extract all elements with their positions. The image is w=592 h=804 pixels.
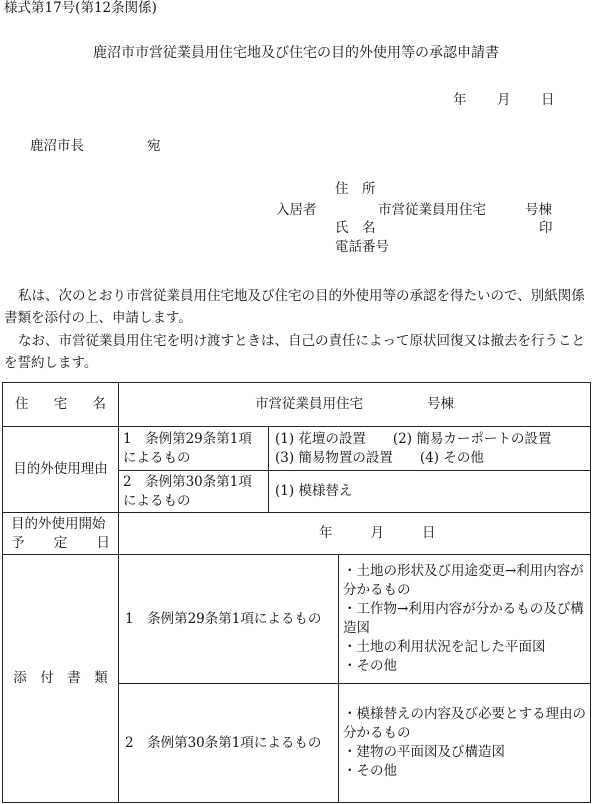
housing-value: 市営従業員用住宅 bbox=[255, 396, 363, 412]
attach2-items-cell bbox=[339, 684, 591, 803]
housing-label-cell: 住 宅 名 bbox=[3, 383, 119, 427]
attach1-label: 1 条例第29条第1項によるもの bbox=[119, 555, 339, 684]
applicant-building: 号棟 bbox=[525, 202, 552, 218]
start-label-line1: 目的外使用開始 bbox=[11, 515, 106, 532]
attach2-list bbox=[339, 705, 590, 781]
form-number: 様式第17号(第12条関係) bbox=[4, 0, 157, 16]
list-item: ・その他 bbox=[343, 763, 397, 779]
date-day: 日 bbox=[541, 92, 555, 108]
start-date-cell bbox=[119, 513, 591, 555]
start-day: 日 bbox=[422, 525, 436, 541]
start-year: 年 bbox=[319, 525, 333, 541]
attach1-list bbox=[339, 562, 590, 676]
purpose-label: 目的外使用理由 bbox=[3, 427, 119, 513]
list-item: ・建物の平面図及び構造図 bbox=[343, 744, 505, 760]
reason2-label: 2 条例第30条第1項によるもの bbox=[119, 471, 269, 513]
document-title: 鹿沼市市営従業員用住宅地及び住宅の目的外使用等の承認申請書 bbox=[93, 45, 499, 61]
list-item: ・工作物→利用内容が分かるもの及び構造図 bbox=[343, 601, 584, 636]
start-label-line2: 予 定 日 bbox=[11, 534, 110, 551]
housing-value-cell bbox=[119, 383, 591, 427]
body-paragraph-1: 私は、次のとおり市営従業員用住宅地及び住宅の目的外使用等の承認を得たいので、別紙関係書類を添付の上、申請します。 bbox=[4, 288, 585, 326]
list-item: ・模様替えの内容及び必要とする理由の分かるもの bbox=[343, 706, 586, 741]
attach2-label: 2 条例第30条第1項によるもの bbox=[119, 684, 339, 803]
applicant-role: 入居者 bbox=[276, 202, 317, 218]
reason2-value: (1) 模様替え bbox=[269, 471, 591, 513]
seal-mark: 印 bbox=[539, 220, 553, 236]
start-label-cell bbox=[3, 513, 119, 555]
name-label: 氏 名 bbox=[335, 220, 376, 236]
address-label: 住 所 bbox=[335, 181, 376, 197]
list-item: ・その他 bbox=[343, 658, 397, 674]
list-item: ・土地の利用状況を記した平面図 bbox=[343, 639, 546, 655]
row-housing bbox=[3, 383, 591, 427]
addressee-honorific: 宛 bbox=[147, 138, 161, 154]
row-start-date bbox=[3, 513, 591, 555]
attach-label: 添 付 書 類 bbox=[3, 555, 119, 803]
date-month: 月 bbox=[497, 92, 511, 108]
row-attach-1 bbox=[3, 555, 591, 684]
reason1-line2: (3) 簡易物置の設置 (4) その他 bbox=[275, 449, 484, 466]
addressee-name: 鹿沼市長 bbox=[30, 138, 84, 154]
applicant-housing: 市営従業員用住宅 bbox=[378, 202, 486, 218]
application-table bbox=[2, 382, 591, 803]
body-paragraph-2: なお、市営従業員用住宅を明け渡すときは、自己の責任によって原状回復又は撤去を行うことを誓約します。 bbox=[4, 333, 585, 371]
reason1-value-cell bbox=[269, 427, 591, 471]
attach1-items-cell bbox=[339, 555, 591, 684]
reason1-label: 1 条例第29条第1項によるもの bbox=[119, 427, 269, 471]
reason1-line1: (1) 花壇の設置 (2) 簡易カーポートの設置 bbox=[275, 430, 552, 447]
start-month: 月 bbox=[370, 525, 384, 541]
date-year: 年 bbox=[453, 92, 467, 108]
row-reason-1 bbox=[3, 427, 591, 471]
housing-building: 号棟 bbox=[427, 396, 454, 412]
list-item: ・土地の形状及び用途変更→利用内容が分かるもの bbox=[343, 563, 584, 598]
phone-label: 電話番号 bbox=[335, 239, 389, 255]
